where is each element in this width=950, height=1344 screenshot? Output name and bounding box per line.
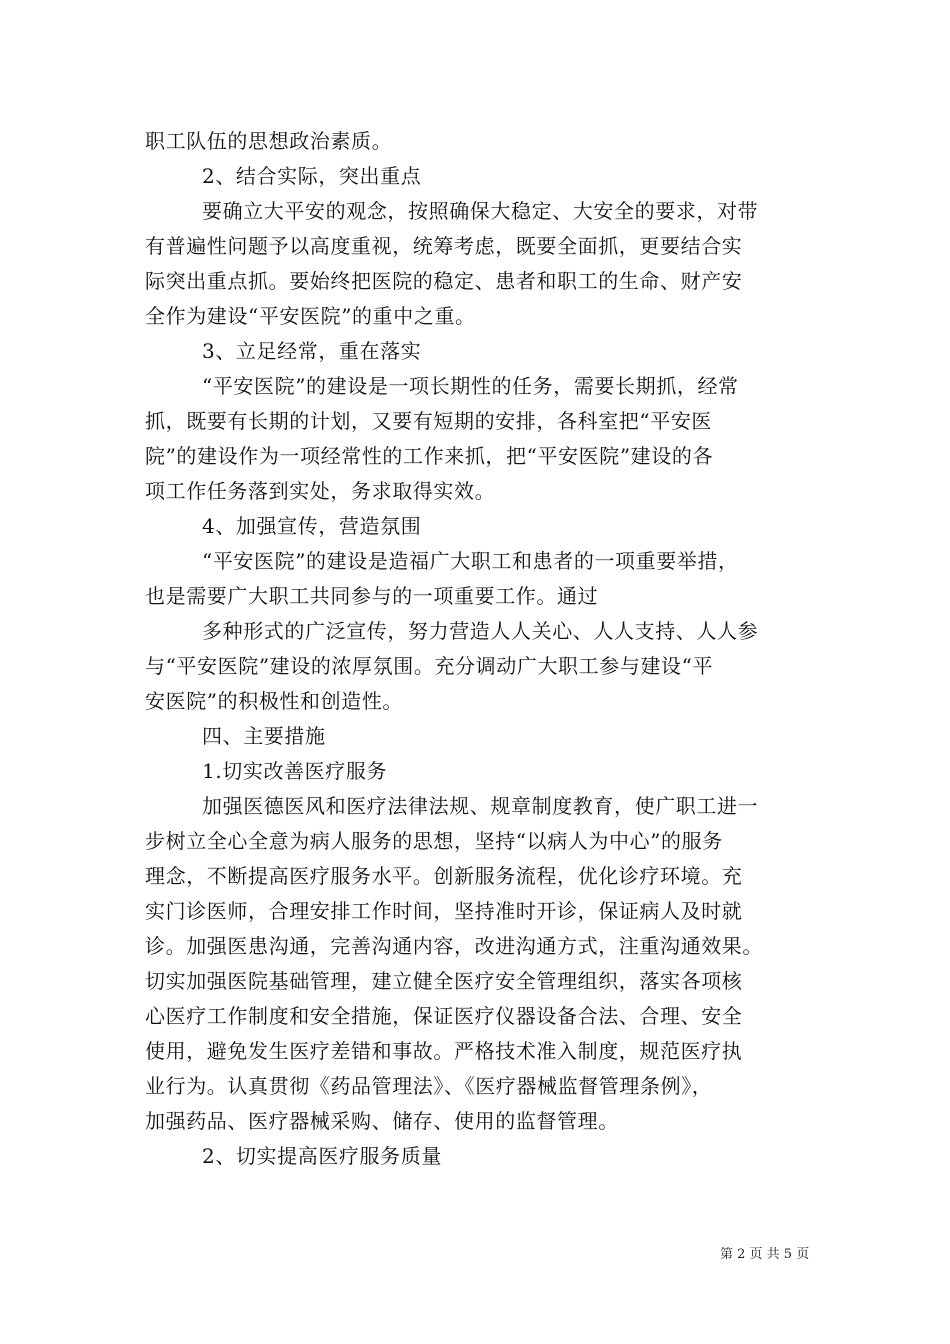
text-line: 加强药品、医疗器械采购、储存、使用的监督管理。: [145, 1109, 619, 1133]
text-line: 步树立全心全意为病人服务的思想，坚持“以病人为中心”的服务: [145, 829, 723, 853]
text-line: 际突出重点抓。要始终把医院的稳定、患者和职工的生命、财产安: [145, 269, 743, 293]
text-line: 职工队伍的思想政治素质。: [145, 129, 393, 153]
text-line: 安医院”的积极性和创造性。: [145, 689, 404, 713]
text-line: 心医疗工作制度和安全措施，保证医疗仪器设备合法、合理、安全: [145, 1004, 743, 1028]
section-heading: 2、切实提高医疗服务质量: [202, 1144, 442, 1168]
text-line: 切实加强医院基础管理，建立健全医疗安全管理组织，落实各项核: [145, 969, 743, 993]
text-line: 实门诊医师，合理安排工作时间，坚持准时开诊，保证病人及时就: [145, 899, 743, 923]
text-line: 要确立大平安的观念，按照确保大稳定、大安全的要求，对带: [202, 199, 759, 223]
page-number: 第 2 页 共 5 页: [720, 1247, 810, 1262]
section-heading: 4、加强宣传，营造氛围: [202, 514, 422, 538]
text-line: 项工作任务落到实处，务求取得实效。: [145, 479, 496, 503]
text-line: 加强医德医风和医疗法律法规、规章制度教育，使广职工进一: [202, 794, 759, 818]
section-heading: 1.切实改善医疗服务: [202, 759, 388, 783]
text-line: 使用，避免发生医疗差错和事故。严格技术准入制度，规范医疗执: [145, 1039, 743, 1063]
section-heading: 四、主要措施: [202, 724, 326, 748]
text-line: 全作为建设“平安医院”的重中之重。: [145, 304, 476, 328]
text-line: 理念，不断提高医疗服务水平。创新服务流程，优化诊疗环境。充: [145, 864, 743, 888]
text-line: 多种形式的广泛宣传，努力营造人人关心、人人支持、人人参: [202, 619, 759, 643]
text-line: 抓，既要有长期的计划，又要有短期的安排，各科室把“平安医: [145, 409, 713, 433]
text-line: 有普遍性问题予以高度重视，统筹考虑，既要全面抓，更要结合实: [145, 234, 743, 258]
text-line: “平安医院”的建设是一项长期性的任务，需要长期抓，经常: [202, 374, 739, 398]
text-line: 院”的建设作为一项经常性的工作来抓，把“平安医院”建设的各: [145, 444, 714, 468]
text-line: 业行为。认真贯彻《药品管理法》、《医疗器械监督管理条例》，: [145, 1074, 713, 1098]
text-line: 也是需要广大职工共同参与的一项重要工作。通过: [145, 584, 599, 608]
text-line: 诊。加强医患沟通，完善沟通内容，改进沟通方式，注重沟通效果。: [145, 934, 763, 958]
section-heading: 2、结合实际，突出重点: [202, 164, 422, 188]
text-line: “平安医院”的建设是造福广大职工和患者的一项重要举措，: [202, 549, 739, 573]
text-line: 与“平安医院”建设的浓厚氛围。充分调动广大职工参与建设“平: [145, 654, 714, 678]
section-heading: 3、立足经常，重在落实: [202, 339, 422, 363]
